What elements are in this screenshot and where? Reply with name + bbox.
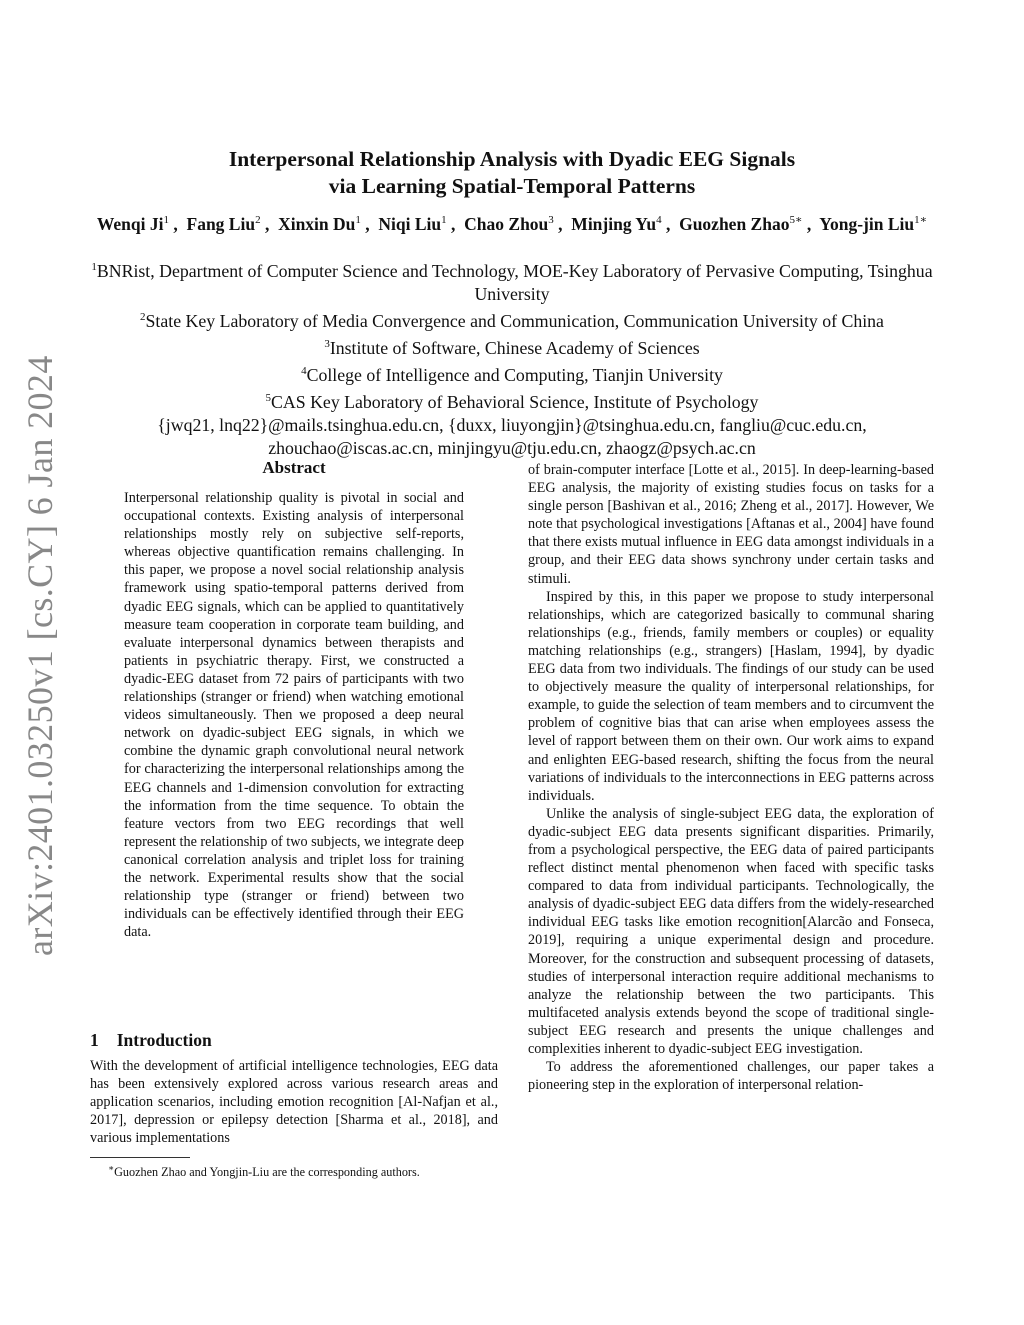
right-column <box>528 461 934 1094</box>
author: Minjing Yu <box>571 213 657 234</box>
abstract-text: Interpersonal relationship quality is pivotal in social and occupational contexts. Existing analysis of interpersonal relationships mostly rely on subjective self-reports, whereas objective quantification remains challenging. In this paper, we propose a novel social relationship analysis framework using spatio-temporal patterns derived from dyadic EEG signals, which can be applied to quantitatively measure team cooperation in corporate team building, and evaluate interpersonal dynamics between therapists and patients in psychiatric therapy. First, we constructed a dyadic-EEG dataset from 72 pairs of participants with two relationships (stranger or friend) when watching emotional videos simultaneously. Then we proposed a deep neural network on dyadic-subject EEG signals, in which we combine the dynamic graph convolutional neural network for characterizing the interpersonal relationships among the EEG channels and 1-dimension convolution for extracting the information from the time sequence. To obtain the feature vectors from two EEG recordings that well represent the relationship of two subjects, we integrate deep canonical correlation analysis and triplet loss for training the network. Experimental results show that the social relationship type (stranger or friend) between two individuals can be effectively identified through their EEG data. <box>124 490 464 941</box>
author: Guozhen Zhao <box>679 213 790 234</box>
section-heading-introduction <box>90 1030 212 1051</box>
abstract-heading: Abstract <box>262 458 326 477</box>
author-affil-marker: 4 <box>656 214 662 226</box>
author: Fang Liu <box>186 213 256 234</box>
title-line-2: via Learning Spatial-Temporal Patterns <box>328 174 696 198</box>
body-paragraph: Inspired by this, in this paper we propose to study interpersonal relationships, which are categorized basically to communal sharing relationships (e.g., friends, family members or couples) or equality matching relationships (e.g., strangers) [Haslam, 1994], by dyadic EEG data from two individuals. The findings of our study can be used to objectively measure the quality of interpersonal relationships, for example, to guide the selection of team members and to circumvent the problem of cognitive bias that can arise when employees assess the level of rapport between them on their own. Our work aims to expand and enlighten EEG-based research, shifting the focus from the neural variations of individuals to the interconnections in EEG patterns across individuals. <box>528 588 934 804</box>
footnote-text: Guozhen Zhao and Yongjin-Liu are the corresponding authors. <box>114 1165 420 1180</box>
author-list: Wenqi Ji$^1$ , Fang Liu$^2$ , Xinxin Du$^1$ , Niqi Liu$^1$ , Chao Zhou$^3$ , Minjing Yu$^4$ , Guozhen Zhao$^{5∗}$ , Yong-jin Liu$^{1∗}$ <box>96 213 928 234</box>
footnote <box>90 1161 510 1180</box>
affiliation: $^1$BNRist, Department of Computer Science and Technology, MOE-Key Laboratory of Pervasive Computing, Tsinghua University <box>91 260 933 304</box>
affiliation: $^3$Institute of Software, Chinese Academy of Sciences <box>324 337 700 358</box>
affiliation: $^5$CAS Key Laboratory of Behavioral Science, Institute of Psychology <box>265 391 759 412</box>
author-affil-marker: 1 <box>163 214 169 226</box>
intro-paragraph: With the development of artificial intelligence technologies, EEG data has been extensively explored across various research areas and application scenarios, including emotion recognition [Al-Nafjan et al., 2017], depression or epilepsy detection [Sharma et al., 2018], and various implementations <box>90 1058 498 1147</box>
author: Yong-jin Liu <box>819 213 915 234</box>
arxiv-identifier: arXiv:2401.03250v1 [cs.CY] 6 Jan 2024 <box>20 355 60 956</box>
footnote-marker: ∗ <box>108 1163 115 1173</box>
affiliation-list <box>90 256 934 460</box>
author: Xinxin Du <box>278 213 356 234</box>
body-paragraph: Unlike the analysis of single-subject EEG data, the exploration of dyadic-subject EEG data presents significant disparities. Primarily, from a psychological perspective, the EEG data of paired participants reflect distinct mental phenomenon when faced with specific tasks compared to data from individual participants. Technologically, the analysis of dyadic-subject EEG data differs from the widely-researched individual EEG tasks like emotion recognition[Alarcão and Fonseca, 2019], requiring a unique experimental design and procedure. Moreover, for the construction and subsequent processing of datasets, studies of interpersonal interaction require additional mechanisms to analyze the relationship between the two participants. This multifaceted analysis extends beyond the scope of traditional single-subject EEG research and presents the unique challenges and complexities inherent to dyadic-subject EEG investigation. <box>528 805 934 1057</box>
affiliation: $^4$College of Intelligence and Computing, Tianjin University <box>301 364 723 385</box>
author-affil-marker: 1 <box>355 214 361 226</box>
email-line: zhouchao@iscas.ac.cn, minjingyu@tju.edu.cn, zhaogz@psych.ac.cn <box>268 437 756 458</box>
author-affil-marker: 5∗ <box>789 214 803 226</box>
footnote-divider <box>90 1157 190 1158</box>
paper-title <box>140 146 884 200</box>
author: Niqi Liu <box>378 213 442 234</box>
author-affil-marker: 1 <box>441 214 447 226</box>
body-paragraph: of brain-computer interface [Lotte et al., 2015]. In deep-learning-based EEG analysis, the majority of existing studies focus on tasks for a single person [Bashivan et al., 2016; Zheng et al., 2017]. However, We note that psychological investigations [Aftanas et al., 2004] have found that there exists mutual influence in EEG data amongst individuals in a group, and their EEG data shows synchrony under certain tasks and stimuli. <box>528 462 934 587</box>
author-affil-marker: 2 <box>255 214 261 226</box>
author-affil-marker: 1∗ <box>914 214 928 226</box>
title-line-1: Interpersonal Relationship Analysis with Dyadic EEG Signals <box>228 147 796 171</box>
author-affil-marker: 3 <box>548 214 554 226</box>
section-title: Introduction <box>116 1030 212 1050</box>
email-line: {jwq21, lnq22}@mails.tsinghua.edu.cn, {duxx, liuyongjin}@tsinghua.edu.cn, fangliu@cuc.edu.cn, <box>157 414 867 435</box>
author: Chao Zhou <box>464 213 549 234</box>
body-paragraph: To address the aforementioned challenges, our paper takes a pioneering step in the exploration of interpersonal relation- <box>528 1059 934 1094</box>
affiliation: $^2$State Key Laboratory of Media Convergence and Communication, Communication University of China <box>140 310 884 331</box>
section-number: 1 <box>90 1030 99 1050</box>
author: Wenqi Ji <box>96 213 164 234</box>
